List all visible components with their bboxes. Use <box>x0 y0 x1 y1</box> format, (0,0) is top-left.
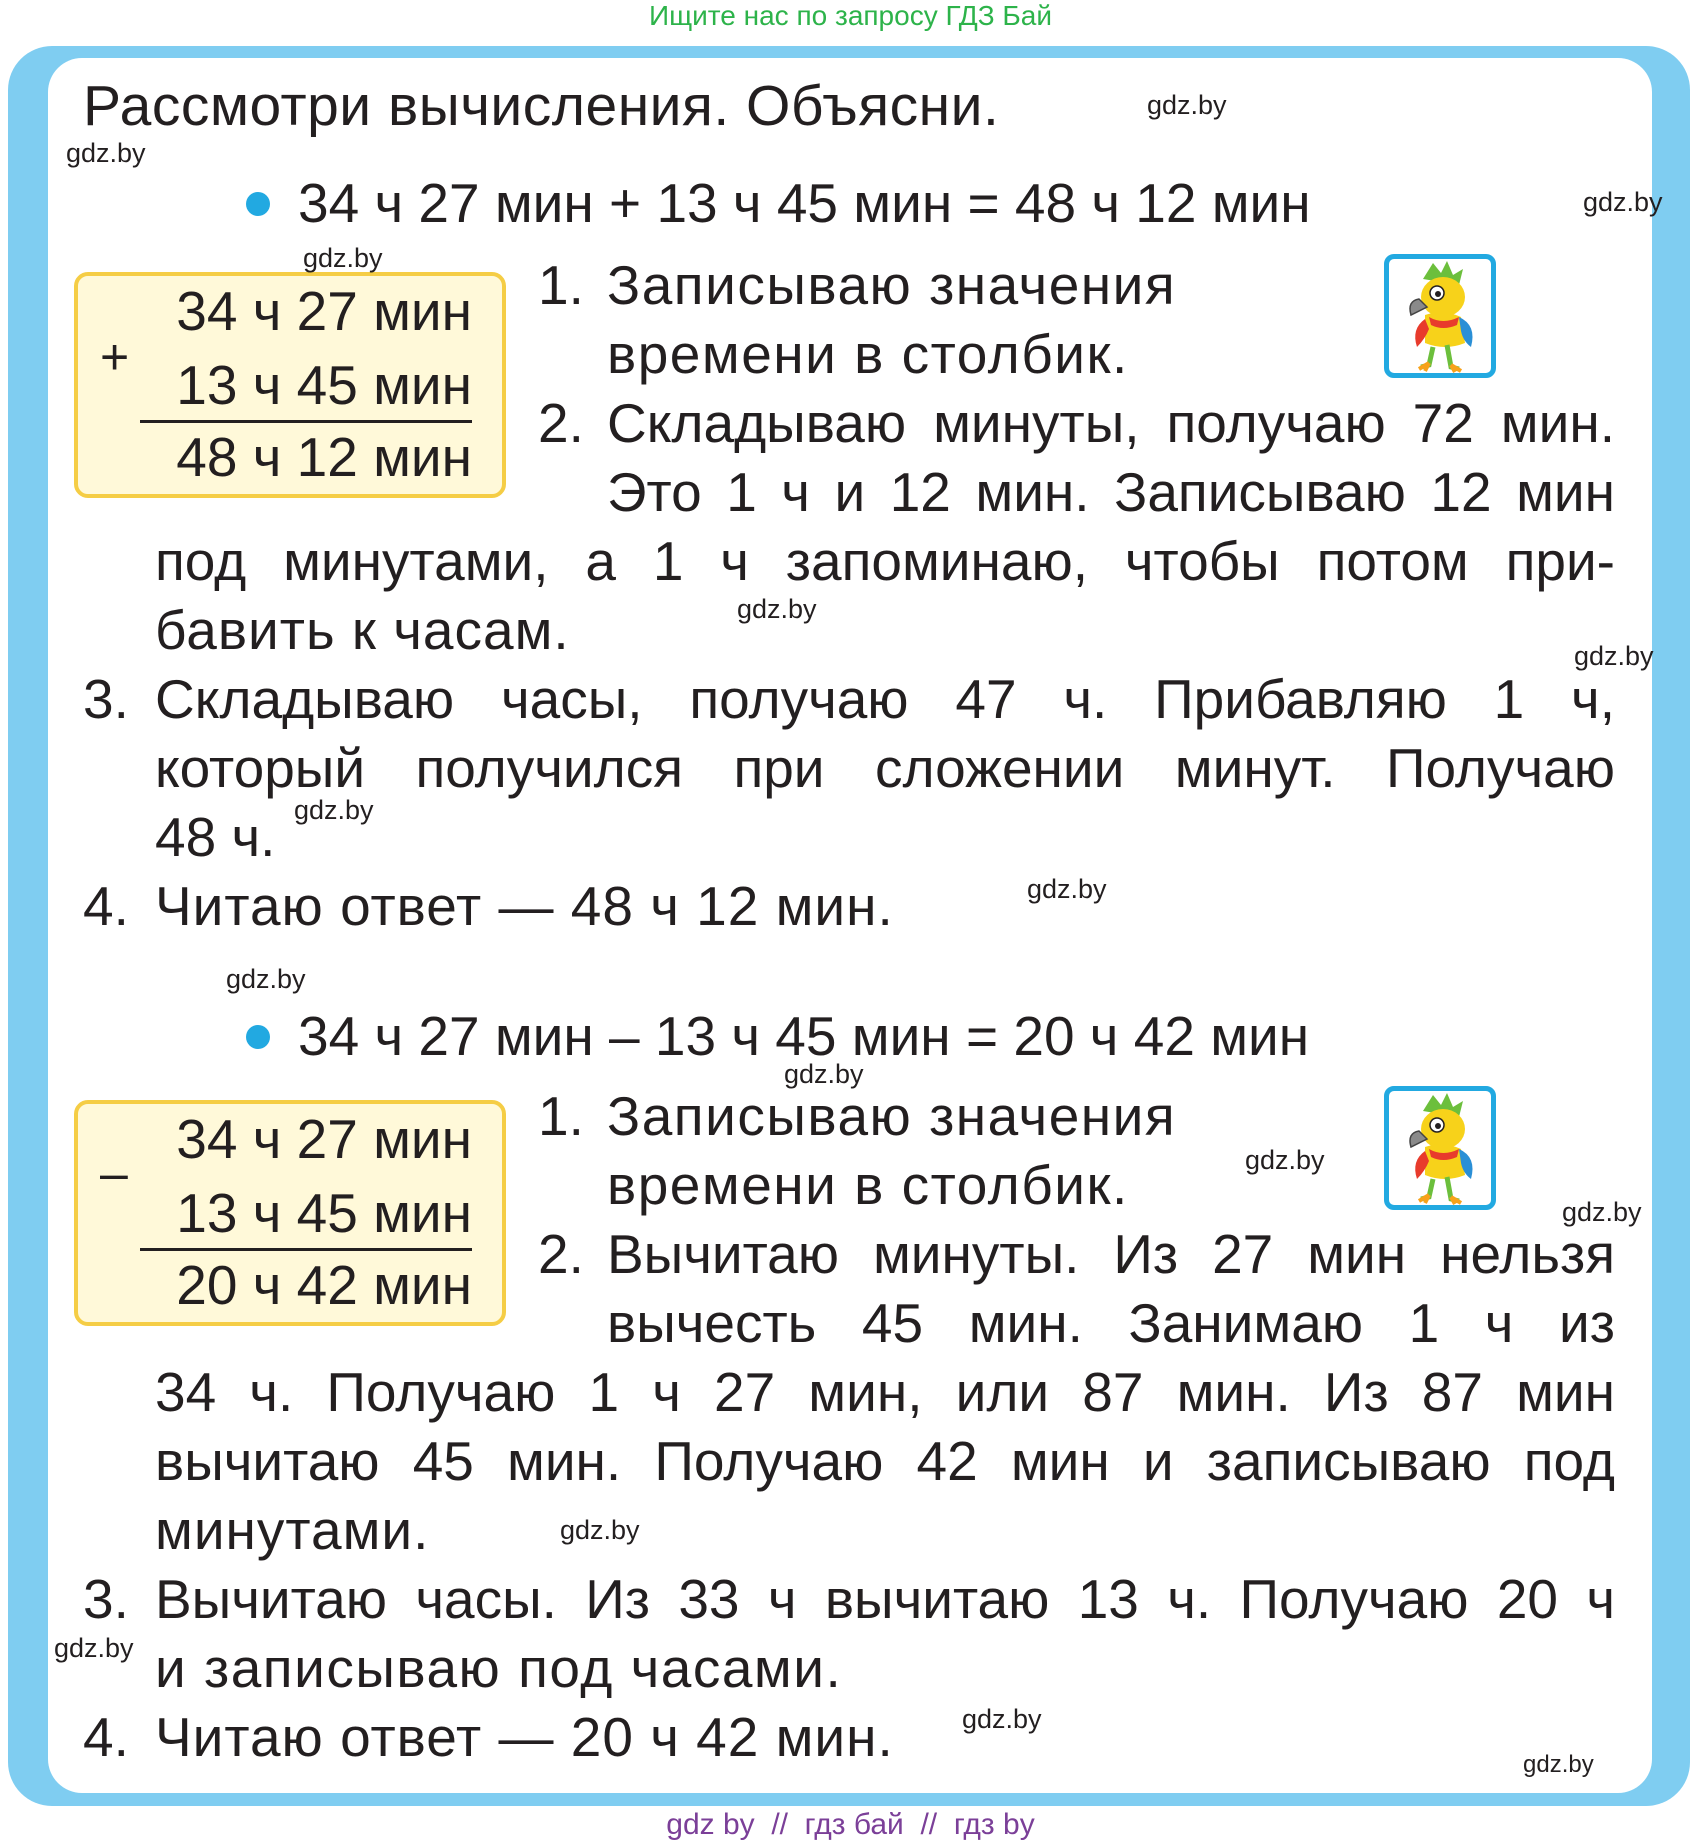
watermark: gdz.by <box>1245 1145 1325 1175</box>
subtraction-column-box <box>74 1100 506 1326</box>
addition-step-1-number: 1. <box>538 254 584 316</box>
bullet-icon <box>246 1025 270 1049</box>
addition-step-4-line-1: Читаю ответ — 48 ч 12 мин. <box>155 875 894 937</box>
watermark: gdz.by <box>66 138 146 168</box>
addition-step-1-line-2: времени в столбик. <box>607 323 1129 385</box>
difference-line <box>140 1248 472 1251</box>
subtraction-step-4-line-1: Читаю ответ — 20 ч 42 мин. <box>155 1706 894 1768</box>
watermark: gdz.by <box>303 243 383 273</box>
subtraction-row-2: 13 ч 45 мин <box>176 1182 472 1244</box>
subtraction-step-1-line-2: времени в столбик. <box>607 1154 1129 1216</box>
parrot-icon <box>1389 259 1491 373</box>
watermark: gdz.by <box>54 1633 134 1663</box>
subtraction-step-2-line-5: минутами. <box>155 1499 430 1561</box>
addition-step-3-number: 3. <box>83 668 129 730</box>
sum-line <box>140 420 472 423</box>
subtraction-step-3-line-1: Вычитаю часы. Из 33 ч вычитаю 13 ч. Получаю 20 ч <box>155 1568 1615 1630</box>
addition-step-2-number: 2. <box>538 392 584 454</box>
watermark: gdz.by <box>1027 874 1107 904</box>
top-banner: Ищите нас по запросу ГДЗ Бай <box>648 0 1053 31</box>
plus-sign: + <box>100 329 130 385</box>
subtraction-step-3-line-2: и записываю под часами. <box>155 1637 843 1699</box>
addition-result: 48 ч 12 мин <box>176 426 472 488</box>
addition-step-3-line-2: который получился при сложении минут. Получаю <box>155 737 1615 799</box>
addition-row-2: 13 ч 45 мин <box>176 354 472 416</box>
parrot-badge <box>1384 254 1496 378</box>
minus-sign: – <box>100 1145 128 1201</box>
subtraction-step-2-line-4: вычитаю 45 мин. Получаю 42 мин и записываю под <box>155 1430 1615 1492</box>
watermark: gdz.by <box>1147 90 1227 120</box>
subtraction-step-1-number: 1. <box>538 1085 584 1147</box>
subtraction-step-2-line-3: 34 ч. Получаю 1 ч 27 мин, или 87 мин. Из 87 мин <box>155 1361 1615 1423</box>
addition-step-2-line-1: Складываю минуты, получаю 72 мин. <box>607 392 1615 454</box>
subtraction-row-1: 34 ч 27 мин <box>176 1108 472 1170</box>
watermark: gdz.by <box>226 964 306 994</box>
parrot-icon <box>1389 1091 1491 1205</box>
subtraction-step-2-number: 2. <box>538 1223 584 1285</box>
watermark: gdz.by <box>784 1059 864 1089</box>
watermark: gdz.by <box>560 1515 640 1545</box>
addition-row-1: 34 ч 27 мин <box>176 280 472 342</box>
watermark: gdz.by <box>1523 1751 1594 1778</box>
footer-links: gdz by // гдз бай // гдз by <box>666 1808 1035 1841</box>
addition-step-2-line-3: под минутами, а 1 ч запоминаю, чтобы потом при- <box>155 530 1615 592</box>
watermark: gdz.by <box>737 594 817 624</box>
addition-step-3-line-1: Складываю часы, получаю 47 ч. Прибавляю 1 ч, <box>155 668 1615 730</box>
addition-step-2-line-2: Это 1 ч и 12 мин. Записываю 12 мин <box>607 461 1615 523</box>
subtraction-step-4-number: 4. <box>83 1706 129 1768</box>
watermark: gdz.by <box>294 795 374 825</box>
subtraction-step-2-line-2: вычесть 45 мин. Занимаю 1 ч из <box>607 1292 1615 1354</box>
addition-step-2-line-4: бавить к часам. <box>155 599 570 661</box>
addition-step-1-line-1: Записываю значения <box>607 254 1177 316</box>
subtraction-step-3-number: 3. <box>83 1568 129 1630</box>
subtraction-step-1-line-1: Записываю значения <box>607 1085 1177 1147</box>
addition-equation: 34 ч 27 мин + 13 ч 45 мин = 48 ч 12 мин <box>298 172 1311 234</box>
subtraction-result: 20 ч 42 мин <box>176 1254 472 1316</box>
watermark: gdz.by <box>1562 1197 1642 1227</box>
subtraction-equation: 34 ч 27 мин – 13 ч 45 мин = 20 ч 42 мин <box>298 1005 1310 1067</box>
parrot-badge <box>1384 1086 1496 1210</box>
addition-step-4-number: 4. <box>83 875 129 937</box>
subtraction-step-2-line-1: Вычитаю минуты. Из 27 мин нельзя <box>607 1223 1615 1285</box>
watermark: gdz.by <box>962 1704 1042 1734</box>
addition-column-box <box>74 272 506 498</box>
watermark: gdz.by <box>1574 641 1654 671</box>
watermark: gdz.by <box>1583 187 1663 217</box>
bullet-icon <box>246 192 270 216</box>
addition-step-3-line-3: 48 ч. <box>155 806 276 868</box>
exercise-title: Рассмотри вычисления. Объясни. <box>83 74 1000 138</box>
